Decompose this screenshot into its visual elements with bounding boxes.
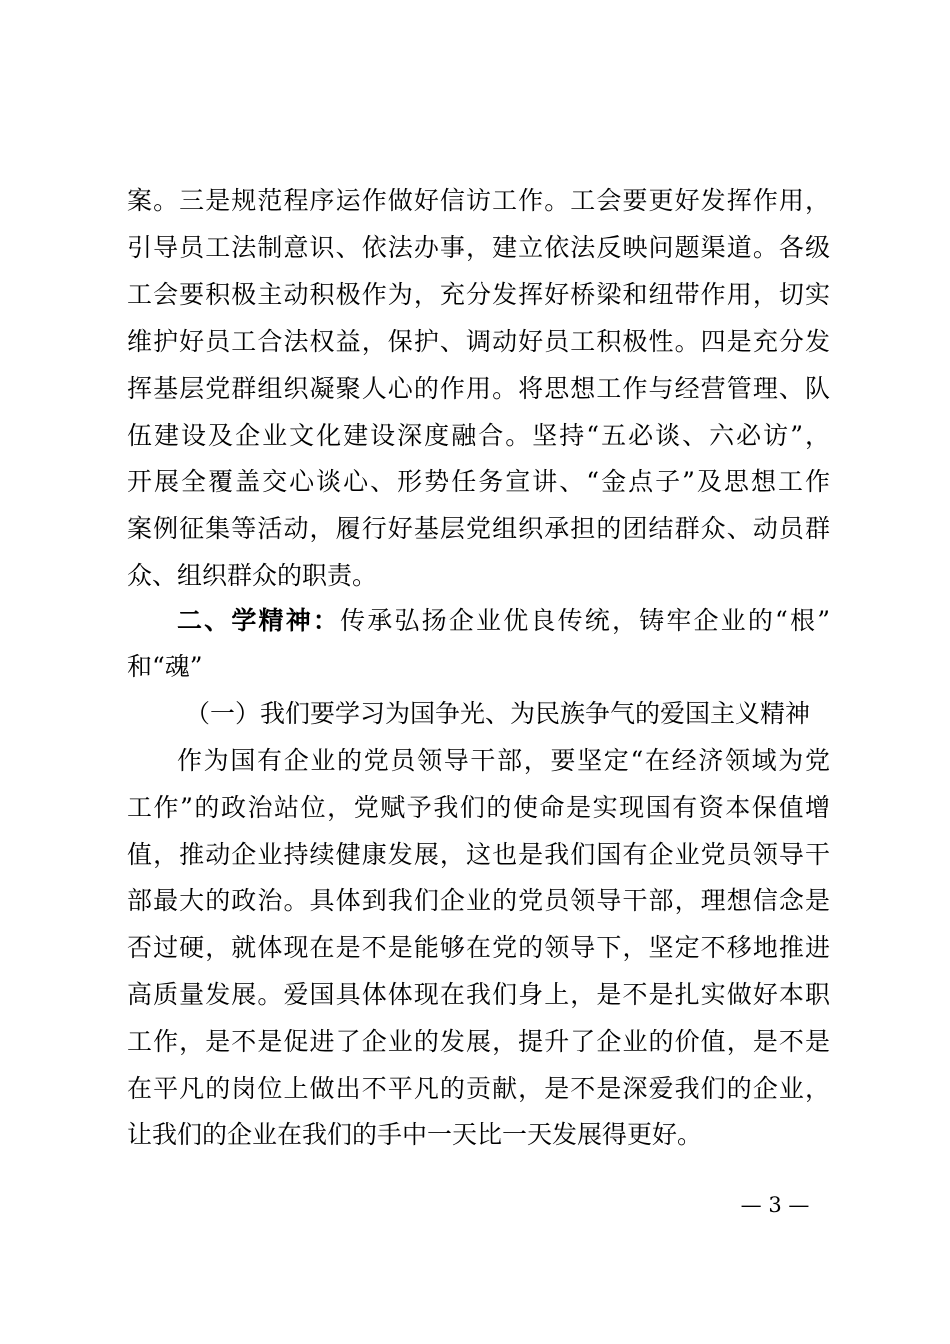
paragraph-line: 引导员工法制意识、依法办事，建立依法反映问题渠道。各级 [127, 233, 830, 262]
paragraph-line: 伍建设及企业文化建设深度融合。坚持“五必谈、六必访”， [127, 421, 830, 450]
page-number: — 3 — [740, 1193, 810, 1217]
paragraph-line: 开展全覆盖交心谈心、形势任务宣讲、“金点子”及思想工作 [127, 467, 830, 496]
paragraph-line: 让我们的企业在我们的手中一天比一天发展得更好。 [127, 1120, 703, 1149]
paragraph-line: 高质量发展。爱国具体体现在我们身上，是不是扎实做好本职 [127, 980, 830, 1009]
paragraph-line: 值，推动企业持续健康发展，这也是我们国有企业党员领导干 [127, 840, 830, 869]
paragraph-line: 部最大的政治。具体到我们企业的党员领导干部，理想信念是 [127, 886, 830, 915]
paragraph-line: 工作”的政治站位，党赋予我们的使命是实现国有资本保值增 [127, 793, 830, 822]
paragraph-line: 在平凡的岗位上做出不平凡的贡献，是不是深爱我们的企业， [127, 1074, 830, 1103]
paragraph-line: 众、组织群众的职责。 [127, 561, 378, 590]
section-heading-continuation: 和“魂” [127, 652, 203, 681]
paragraph-line: 维护好员工合法权益，保护、调动好员工积极性。四是充分发 [127, 327, 830, 356]
paragraph-line: 挥基层党群组织凝聚人心的作用。将思想工作与经营管理、队 [127, 374, 830, 403]
paragraph-line: 案例征集等活动，履行好基层党组织承担的团结群众、动员群 [127, 514, 830, 543]
subheading: （一）我们要学习为国争光、为民族争气的爱国主义精神 [185, 699, 811, 728]
paragraph-line: 工会要积极主动积极作为，充分发挥好桥梁和纽带作用，切实 [127, 280, 830, 309]
section-heading-text: 传承弘扬企业优良传统，铸牢企业的“根” [340, 606, 830, 635]
paragraph-line: 工作，是不是促进了企业的发展，提升了企业的价值，是不是 [127, 1027, 830, 1056]
paragraph-line: 案。三是规范程序运作做好信访工作。工会要更好发挥作用， [127, 186, 830, 215]
section-heading-lead: 二、学精神： [177, 606, 341, 635]
section-heading [177, 597, 830, 645]
paragraph-line: 作为国有企业的党员领导干部，要坚定“在经济领域为党 [177, 746, 830, 775]
paragraph-line: 否过硬，就体现在是不是能够在党的领导下，坚定不移地推进 [127, 933, 830, 962]
